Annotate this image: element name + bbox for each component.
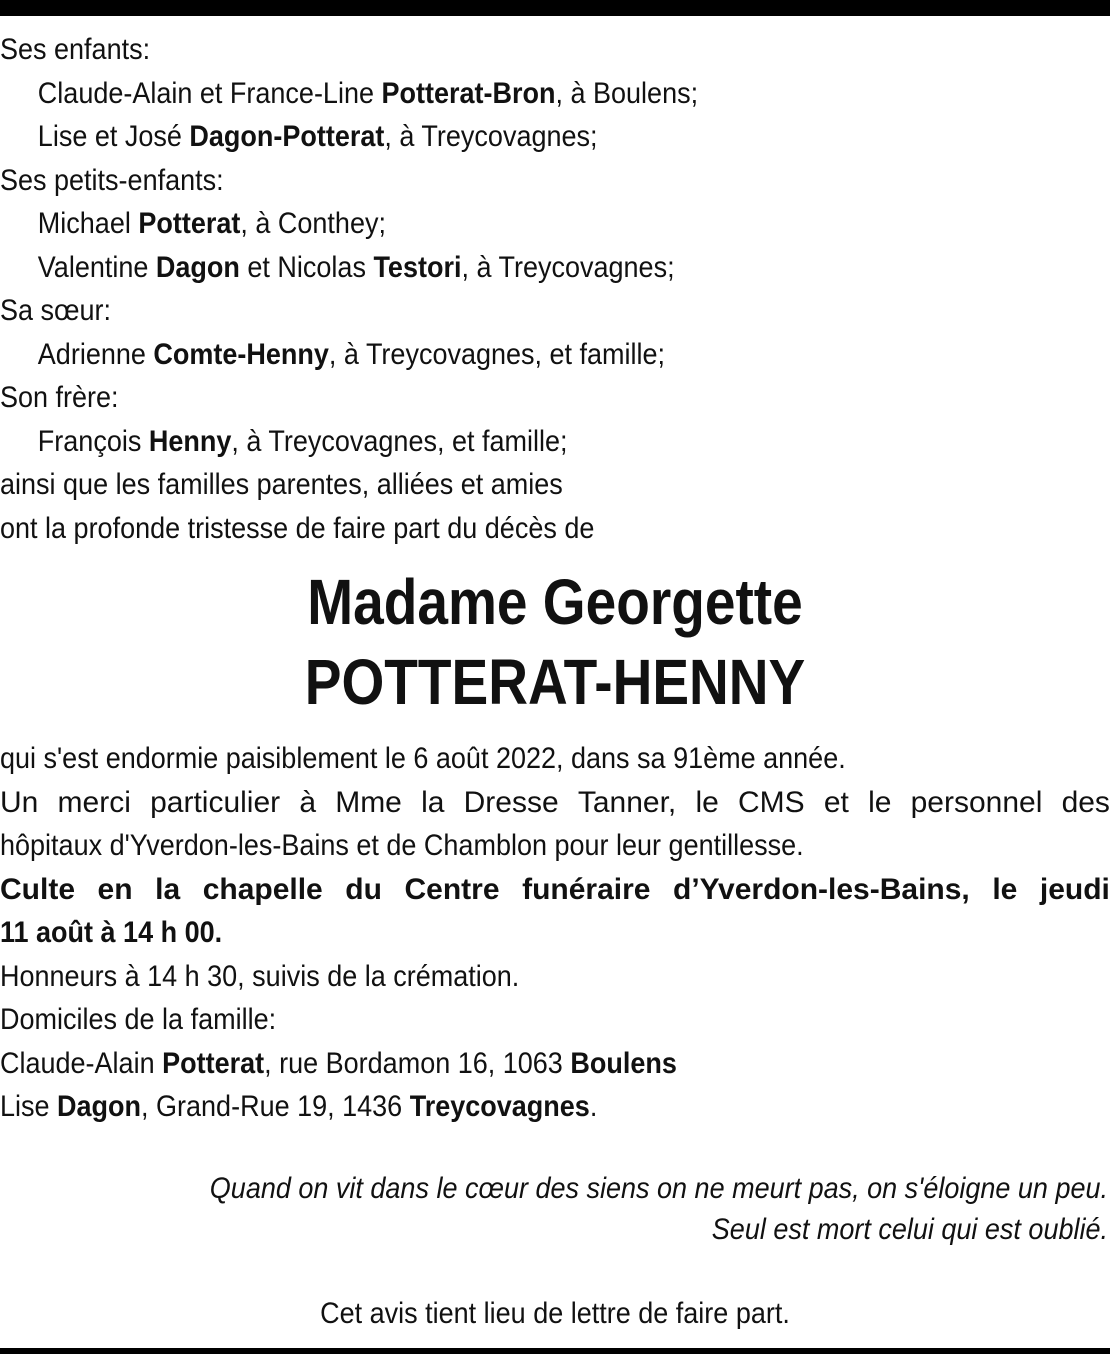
deceased-name bbox=[0, 562, 1110, 722]
brother-entry bbox=[0, 420, 1110, 464]
word: personnel bbox=[910, 785, 1043, 819]
thanks-line: hôpitaux d'Yverdon-les-Bains et de Chamblon pour leur gentillesse. bbox=[0, 829, 804, 862]
child-location: , à Boulens; bbox=[555, 76, 699, 110]
child-surname: Potterat-Bron bbox=[381, 76, 556, 110]
domicile-surname: Dagon bbox=[57, 1090, 142, 1123]
service-line bbox=[0, 868, 1110, 912]
domicile-address: , rue Bordamon 16, 1063 bbox=[264, 1046, 571, 1080]
sister-surname: Comte-Henny bbox=[153, 337, 329, 371]
brother-heading: Son frère: bbox=[0, 381, 119, 414]
word: Dresse bbox=[463, 785, 559, 819]
child-location: , à Treycovagnes; bbox=[384, 120, 598, 153]
children-heading: Ses enfants: bbox=[0, 33, 151, 66]
family-list bbox=[0, 28, 1110, 550]
child-given-names: Claude-Alain et France-Line bbox=[37, 76, 382, 110]
deceased-name-line1: Madame Georgette bbox=[307, 566, 803, 638]
word: le bbox=[992, 872, 1018, 906]
domicile-entry: Lise Dagon, Grand-Rue 19, 1436 Treycovagnes. bbox=[0, 1090, 598, 1123]
word: à bbox=[299, 785, 317, 819]
domicile-address: , Grand-Rue 19, 1436 bbox=[141, 1090, 410, 1123]
word: jeudi bbox=[1039, 872, 1110, 906]
word: Un bbox=[0, 785, 39, 819]
grandchild-entry bbox=[0, 202, 1110, 246]
footer-text: Cet avis tient lieu de lettre de faire part. bbox=[320, 1297, 790, 1330]
sister-entry bbox=[0, 333, 1110, 377]
grandchild-given-name: Michael bbox=[37, 207, 139, 240]
grandchild-location: , à Treycovagnes; bbox=[461, 250, 675, 284]
word: CMS bbox=[737, 785, 805, 819]
word: des bbox=[1061, 785, 1110, 819]
word: chapelle bbox=[202, 872, 323, 906]
footer-note bbox=[0, 1292, 1110, 1335]
grandchild-surname: Potterat bbox=[138, 207, 241, 240]
word: merci bbox=[57, 785, 131, 819]
announcement-details bbox=[0, 737, 1110, 1129]
word: Culte bbox=[0, 872, 75, 906]
grandchild-entry bbox=[0, 246, 1110, 290]
brother-given-name: François bbox=[37, 424, 149, 458]
grandchildren-heading: Ses petits-enfants: bbox=[0, 163, 224, 197]
domicile-given-name: Lise bbox=[0, 1090, 58, 1123]
word: Centre bbox=[404, 872, 500, 906]
child-entry bbox=[0, 72, 1110, 116]
deceased-name-line2: POTTERAT-HENNY bbox=[304, 646, 806, 718]
word: du bbox=[345, 872, 382, 906]
partner-surname: Testori bbox=[373, 250, 462, 284]
sister-given-name: Adrienne bbox=[37, 337, 154, 371]
sister-location: , à Treycovagnes, et famille; bbox=[328, 337, 666, 371]
top-border-rule bbox=[0, 0, 1110, 16]
closing-line: ont la profonde tristesse de faire part du décès de bbox=[0, 511, 595, 545]
child-surname: Dagon-Potterat bbox=[189, 120, 385, 153]
word: et bbox=[823, 785, 849, 819]
word: la bbox=[155, 872, 181, 906]
sister-heading: Sa sœur: bbox=[0, 294, 112, 327]
domicile-town: Treycovagnes bbox=[409, 1090, 590, 1123]
word: le bbox=[868, 785, 892, 819]
closing-line: ainsi que les familles parentes, alliées et amies bbox=[0, 468, 563, 501]
bottom-border-rule bbox=[0, 1348, 1110, 1354]
quote-line: Seul est mort celui qui est oublié. bbox=[711, 1213, 1108, 1246]
child-entry bbox=[0, 115, 1110, 159]
domicile-entry bbox=[0, 1042, 999, 1086]
domicile-town: Boulens bbox=[570, 1046, 677, 1080]
thanks-line bbox=[0, 781, 1110, 825]
word: d’Yverdon-les-Bains, bbox=[673, 872, 970, 906]
brother-surname: Henny bbox=[148, 424, 232, 458]
memorial-quote bbox=[110, 1168, 1108, 1250]
grandchild-location: , à Conthey; bbox=[240, 207, 386, 240]
word: Tanner, bbox=[577, 785, 677, 819]
grandchild-given-name: Valentine bbox=[37, 250, 156, 284]
child-given-names: Lise et José bbox=[37, 120, 190, 153]
service-line: 11 août à 14 h 00. bbox=[0, 916, 223, 949]
word: funéraire bbox=[522, 872, 651, 906]
word: le bbox=[695, 785, 719, 819]
grandchild-surname: Dagon bbox=[155, 250, 240, 284]
death-statement: qui s'est endormie paisiblement le 6 août 2022, dans sa 91ème année. bbox=[0, 742, 846, 775]
brother-location: , à Treycovagnes, et famille; bbox=[231, 424, 568, 458]
word: la bbox=[421, 785, 445, 819]
word: en bbox=[97, 872, 133, 906]
domiciles-heading: Domiciles de la famille: bbox=[0, 1003, 277, 1036]
domicile-given-name: Claude-Alain bbox=[0, 1046, 163, 1080]
word: Mme bbox=[335, 785, 402, 819]
honours-line: Honneurs à 14 h 30, suivis de la crémation. bbox=[0, 959, 520, 993]
partner-given-name: et Nicolas bbox=[239, 250, 374, 284]
word: particulier bbox=[150, 785, 281, 819]
domicile-surname: Potterat bbox=[162, 1046, 265, 1080]
quote-line: Quand on vit dans le cœur des siens on ne meurt pas, on s'éloigne un peu. bbox=[209, 1172, 1108, 1205]
